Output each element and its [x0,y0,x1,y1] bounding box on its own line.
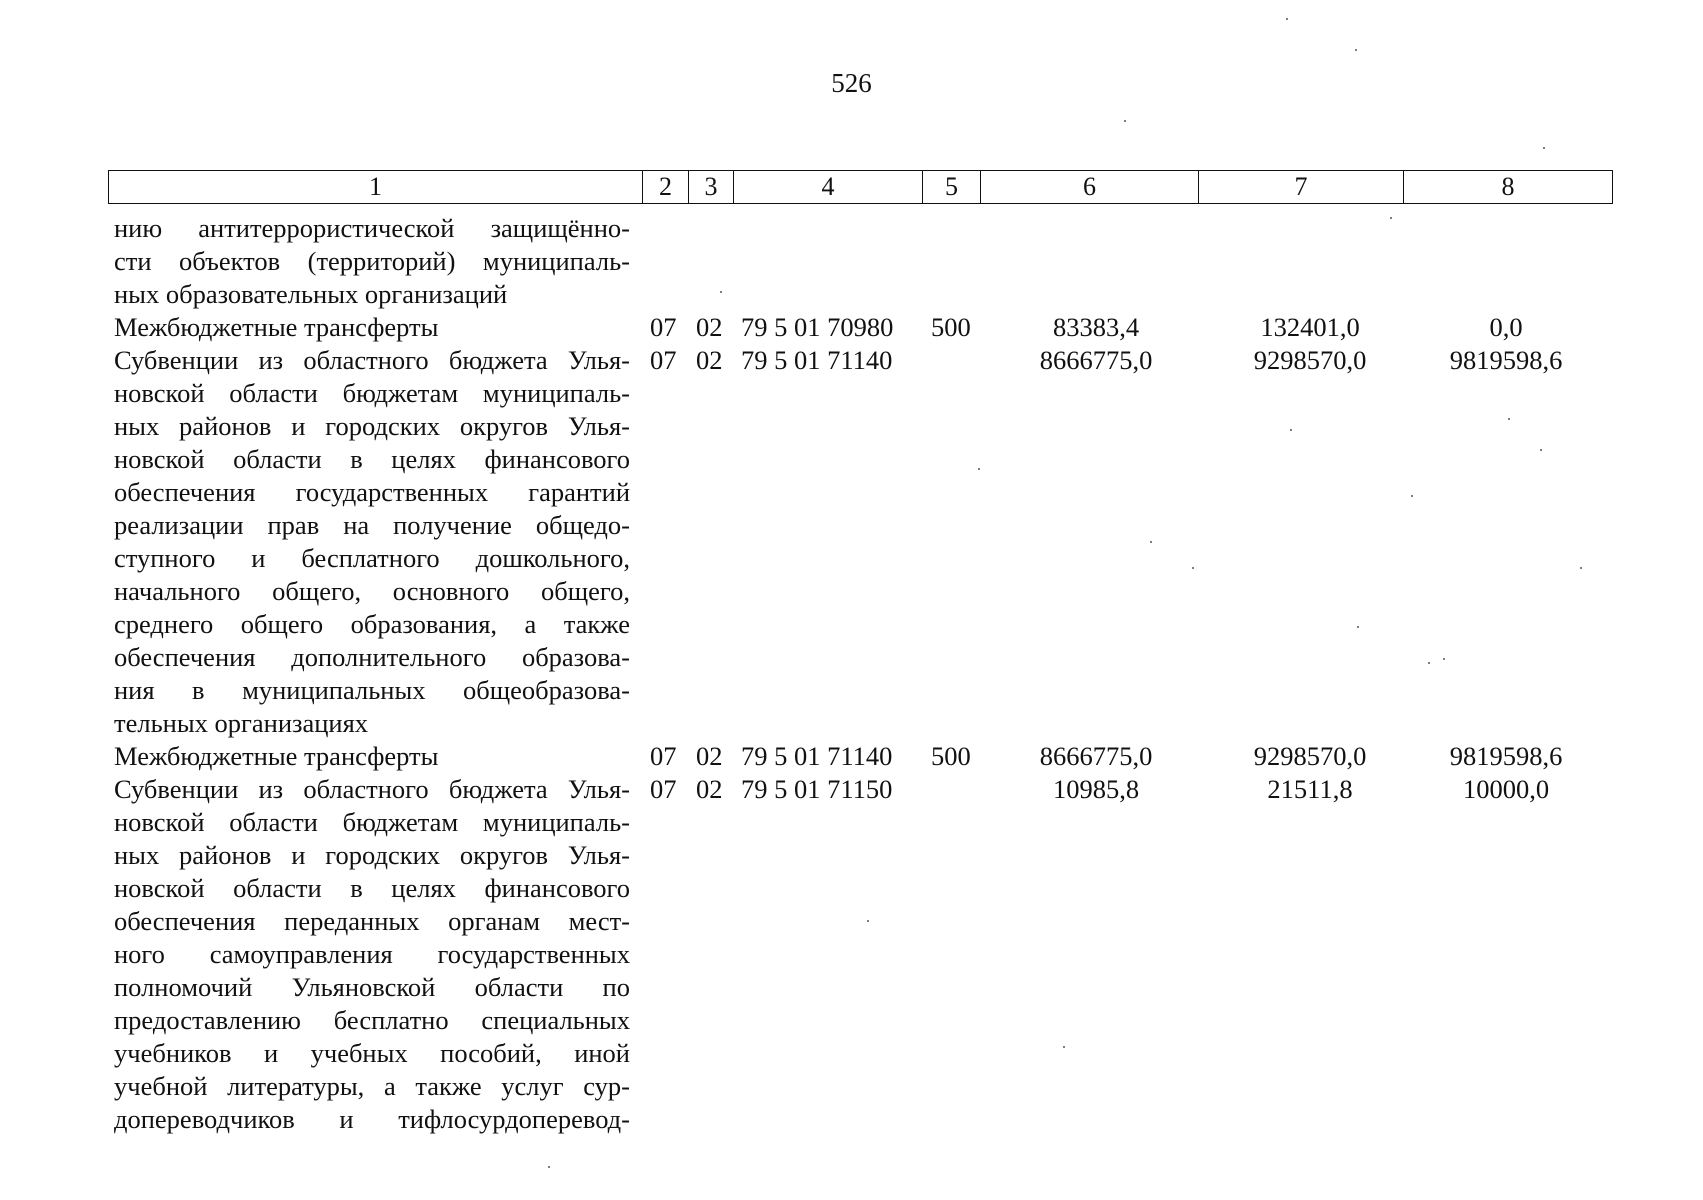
description-line: новской области в целях финансового [114,873,630,903]
description-line: полномочий Ульяновской области по [114,972,630,1002]
description-line: среднего общего образования, а также [114,609,630,639]
scan-speck [1192,567,1194,569]
cell-section: 07 [650,741,677,771]
scan-speck [1543,147,1545,149]
scan-speck [1390,217,1392,219]
cell-expense-type: 500 [931,312,971,342]
scan-speck [1411,495,1413,497]
cell-amount-col8: 9819598,6 [1449,345,1563,375]
description-line: начального общего, основного общего, [114,576,630,606]
row-description [114,773,630,1136]
cell-amount-col6: 10985,8 [1052,774,1140,804]
row-description [114,212,630,311]
scan-speck [978,468,980,470]
description-line: предоставлению бесплатно специальных [114,1005,630,1035]
description-line: обеспечения переданных органам мест- [114,906,630,936]
scan-speck [1540,449,1542,451]
scan-speck [1063,1046,1065,1048]
cell-target-article: 79 5 01 71140 [741,345,893,375]
description-line: новской области бюджетам муниципаль- [114,807,630,837]
description-line: нию антитеррористической защищённо- [114,213,630,243]
cell-section: 07 [650,774,677,804]
cell-target-article: 79 5 01 71140 [741,741,893,771]
description-line: Межбюджетные трансферты [114,312,439,342]
row-description [114,311,630,344]
cell-amount-col7: 9298570,0 [1253,345,1367,375]
scan-speck [1428,662,1430,664]
cell-amount-col7: 21511,8 [1267,774,1353,804]
description-line: ния в муниципальных общеобразова- [114,675,630,705]
table-header [108,170,1613,204]
header-col-2: 2 [642,171,688,203]
cell-target-article: 79 5 01 71150 [741,774,893,804]
row-description [114,344,630,740]
scan-speck [1357,626,1359,628]
cell-amount-col6: 83383,4 [1052,312,1140,342]
description-line: ных районов и городских округов Улья- [114,411,630,441]
description-line: ных образовательных организаций [114,279,508,309]
header-col-6: 6 [980,171,1198,203]
cell-section: 07 [650,345,677,375]
description-line: сти объектов (территорий) муниципаль- [114,246,630,276]
cell-subsection: 02 [696,312,723,342]
header-col-1: 1 [369,172,382,201]
scan-speck [1150,541,1152,543]
cell-amount-col6: 8666775,0 [1039,741,1153,771]
description-line: новской области бюджетам муниципаль- [114,378,630,408]
description-line: обеспечения государственных гарантий [114,477,630,507]
description-line: обеспечения дополнительного образова- [114,642,630,672]
scan-speck [1286,18,1288,20]
scan-speck [720,291,722,293]
scan-speck [1508,418,1510,420]
cell-amount-col6: 8666775,0 [1039,345,1153,375]
scan-speck [1290,429,1292,431]
row-description [114,740,630,773]
description-line: Субвенции из областного бюджета Улья- [114,774,630,804]
cell-amount-col7: 9298570,0 [1253,741,1367,771]
description-line: реализации прав на получение общедо- [114,510,630,540]
page-number: 526 [831,68,872,98]
header-col-5: 5 [922,171,980,203]
scan-speck [1443,658,1445,660]
description-line: ступного и бесплатного дошкольного, [114,543,630,573]
cell-target-article: 79 5 01 70980 [741,312,894,342]
description-line: учебников и учебных пособий, иной [114,1038,630,1068]
scan-speck [1580,567,1582,569]
cell-section: 07 [650,312,677,342]
description-line: тельных организациях [114,708,369,738]
header-col-7: 7 [1198,171,1403,203]
cell-expense-type: 500 [931,741,971,771]
description-line: ного самоуправления государственных [114,939,630,969]
description-line: ных районов и городских округов Улья- [114,840,630,870]
cell-subsection: 02 [696,774,723,804]
cell-amount-col7: 132401,0 [1260,312,1360,342]
scan-speck [548,1166,550,1168]
scan-speck [1124,120,1126,122]
cell-subsection: 02 [696,741,723,771]
description-line: допереводчиков и тифлосурдоперевод- [114,1104,630,1134]
description-line: новской области в целях финансового [114,444,630,474]
cell-amount-col8: 9819598,6 [1449,741,1563,771]
header-col-4: 4 [733,171,922,203]
description-line: Субвенции из областного бюджета Улья- [114,345,630,375]
header-col-8: 8 [1403,171,1612,203]
description-line: учебной литературы, а также услуг сур- [114,1071,630,1101]
cell-amount-col8: 0,0 [1489,312,1523,342]
scan-speck [1355,49,1357,51]
cell-amount-col8: 10000,0 [1462,774,1550,804]
description-line: Межбюджетные трансферты [114,741,439,771]
scan-speck [867,920,869,922]
cell-subsection: 02 [696,345,723,375]
header-col-3: 3 [688,171,733,203]
